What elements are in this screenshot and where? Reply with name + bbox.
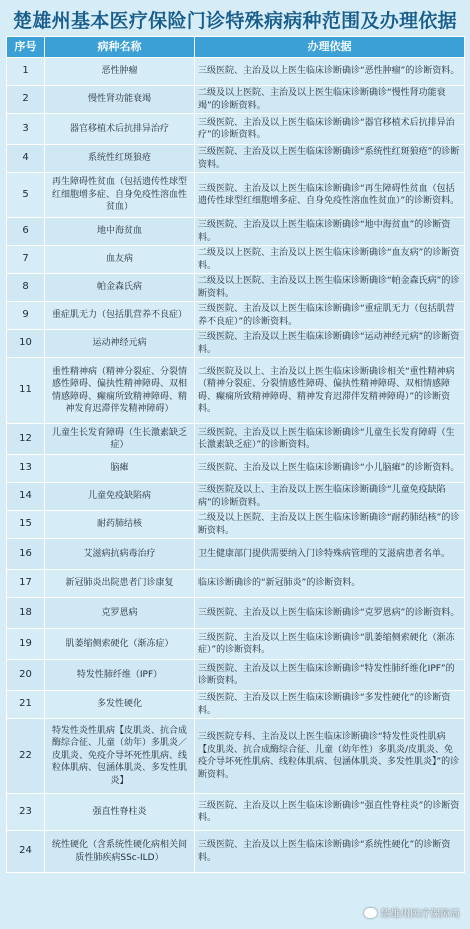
table-row	[7, 539, 465, 570]
disease-name: 耐药肺结核	[45, 511, 195, 539]
table-row	[7, 598, 465, 629]
row-number: 3	[7, 114, 45, 145]
disease-name: 脑瘫	[45, 455, 195, 483]
disease-name: 帕金森氏病	[45, 274, 195, 302]
table-row	[7, 114, 465, 145]
row-number: 20	[7, 660, 45, 691]
disease-name: 血友病	[45, 246, 195, 274]
table-row	[7, 831, 465, 873]
disease-name: 多发性硬化	[45, 691, 195, 719]
table-row	[7, 511, 465, 539]
row-number: 18	[7, 598, 45, 629]
handling-basis: 二级及以上医院、主治及以上医生临床诊断确诊“耐药肺结核”的诊断资料。	[195, 511, 465, 539]
table-row	[7, 483, 465, 511]
handling-basis: 三级医院、主治及以上医生临床诊断确诊“运动神经元病”的诊断资料。	[195, 330, 465, 358]
handling-basis: 三级医院专科、主治及以上医生临床诊断确诊“特发性炎性肌病【皮肌炎、抗合成酶综合征、儿童（幼年性）多肌炎/皮肌炎、免疫介导坏死性肌病、线粒体肌病、包涵体肌炎、多发性肌炎】”的诊断资料。	[195, 719, 465, 794]
row-number: 2	[7, 86, 45, 114]
disease-name: 艾滋病抗病毒治疗	[45, 539, 195, 570]
handling-basis: 三级医院、主治及以上医生临床诊断确诊“器官移植术后抗排异治疗”的诊断资料。	[195, 114, 465, 145]
page-title: 楚雄州基本医疗保险门诊特殊病病种范围及办理依据	[13, 10, 457, 32]
table-row	[7, 794, 465, 831]
table-header-row	[7, 37, 465, 58]
row-number: 15	[7, 511, 45, 539]
table-row	[7, 173, 465, 218]
table-row	[7, 58, 465, 86]
row-number: 23	[7, 794, 45, 831]
table-row	[7, 246, 465, 274]
row-number: 13	[7, 455, 45, 483]
table-row	[7, 660, 465, 691]
handling-basis: 三级医院、主治及以上医生临床诊断确诊“强直性脊柱炎”的诊断资料。	[195, 794, 465, 831]
row-number: 11	[7, 358, 45, 424]
disease-name: 强直性脊柱炎	[45, 794, 195, 831]
disease-table	[6, 36, 465, 873]
row-number: 5	[7, 173, 45, 218]
disease-name: 重症肌无力（包括肌营养不良症）	[45, 302, 195, 330]
table-row	[7, 570, 465, 598]
handling-basis: 三级医院、主治及以上医生临床诊断确诊“肌萎缩侧索硬化（渐冻症）”的诊断资料。	[195, 629, 465, 660]
handling-basis: 三级医院、主治及以上医生临床诊断确诊“系统性红斑狼疮”的诊断资料。	[195, 145, 465, 173]
watermark	[364, 905, 460, 920]
wechat-icon	[364, 908, 377, 918]
column-header-disease: 病种名称	[45, 37, 195, 58]
handling-basis: 二级医院及以上、主治及以上医生临床诊断确诊相关“重性精神病（精神分裂症、分裂情感性障碍、偏执性精神障碍、双相情感障碍、癫痫所致精神障碍、精神发育迟滞伴发精神障碍）”的诊断资料。	[195, 358, 465, 424]
column-header-basis: 办理依据	[195, 37, 465, 58]
handling-basis: 三级医院、主治及以上医生临床诊断确诊“多发性硬化”的诊断资料。	[195, 691, 465, 719]
table-row	[7, 358, 465, 424]
row-number: 24	[7, 831, 45, 873]
watermark-text: 楚雄州医疗保障局	[380, 909, 460, 920]
table-row	[7, 455, 465, 483]
handling-basis: 三级医院、主治及以上医生临床诊断确诊“恶性肿瘤”的诊断资料。	[195, 58, 465, 86]
handling-basis: 三级医院、主治及以上医生临床诊断确诊“克罗恩病”的诊断资料。	[195, 598, 465, 629]
row-number: 8	[7, 274, 45, 302]
row-number: 1	[7, 58, 45, 86]
disease-name: 器官移植术后抗排异治疗	[45, 114, 195, 145]
row-number: 12	[7, 424, 45, 455]
disease-name: 特发性肺纤维（IPF）	[45, 660, 195, 691]
disease-name: 特发性炎性肌病【皮肌炎、抗合成酶综合征、儿童（幼年）多肌炎／皮肌炎、免疫介导坏死性肌病、线粒体肌病、包涵体肌炎、多发性肌炎】	[45, 719, 195, 794]
row-number: 6	[7, 218, 45, 246]
handling-basis: 三级医院、主治及以上医生临床诊断确诊“再生障碍性贫血（包括遗传性球型红细胞增多症、自身免疫性溶血性贫血）”的诊断资料。	[195, 173, 465, 218]
table-row	[7, 86, 465, 114]
row-number: 19	[7, 629, 45, 660]
handling-basis: 二级及以上医院、主治及以上医生临床诊断确诊“慢性肾功能衰竭”的诊断资料。	[195, 86, 465, 114]
row-number: 10	[7, 330, 45, 358]
table-row	[7, 330, 465, 358]
disease-name: 运动神经元病	[45, 330, 195, 358]
disease-name: 地中海贫血	[45, 218, 195, 246]
table-row	[7, 302, 465, 330]
row-number: 16	[7, 539, 45, 570]
disease-name: 再生障碍性贫血（包括遗传性球型红细胞增多症、自身免疫性溶血性贫血）	[45, 173, 195, 218]
handling-basis: 二级及以上医院、主治及以上医生临床诊断确诊“血友病”的诊断资料。	[195, 246, 465, 274]
table-row	[7, 274, 465, 302]
handling-basis: 三级医院、主治及以上医生临床诊断确诊“特发性肺纤维化IPF”的诊断资料。	[195, 660, 465, 691]
row-number: 21	[7, 691, 45, 719]
row-number: 9	[7, 302, 45, 330]
row-number: 17	[7, 570, 45, 598]
table-row	[7, 629, 465, 660]
disease-name: 肌萎缩侧索硬化（渐冻症）	[45, 629, 195, 660]
column-header-number: 序号	[7, 37, 45, 58]
disease-name: 儿童免疫缺陷病	[45, 483, 195, 511]
row-number: 14	[7, 483, 45, 511]
table-row	[7, 719, 465, 794]
handling-basis: 三级医院、主治及以上医生临床诊断确诊“地中海贫血”的诊断资料。	[195, 218, 465, 246]
disease-name: 重性精神病（精神分裂症、分裂情感性障碍、偏执性精神障碍、双相情感障碍、癫痫所致精神障碍、精神发育迟滞伴发精神障碍）	[45, 358, 195, 424]
handling-basis: 卫生健康部门提供需要纳入门诊特殊病管理的艾滋病患者名单。	[195, 539, 465, 570]
disease-name: 系统性红斑狼疮	[45, 145, 195, 173]
handling-basis: 三级医院、主治及以上医生临床诊断确诊“儿童生长发育障碍（生长激素缺乏症）”的诊断资料。	[195, 424, 465, 455]
handling-basis: 三级医院、主治及以上医生临床诊断确诊“系统性硬化”的诊断资料。	[195, 831, 465, 873]
disease-name: 统性硬化（含系统性硬化病相关间质性肺疾病SSc-ILD）	[45, 831, 195, 873]
disease-name: 慢性肾功能衰竭	[45, 86, 195, 114]
handling-basis: 三级医院、主治及以上医生临床诊断确诊“重症肌无力（包括肌营养不良症）”的诊断资料。	[195, 302, 465, 330]
table-row	[7, 424, 465, 455]
table-row	[7, 145, 465, 173]
disease-name: 儿童生长发育障碍（生长激素缺乏症）	[45, 424, 195, 455]
handling-basis: 三级医院、主治及以上医生临床诊断确诊“小儿脑瘫”的诊断资料。	[195, 455, 465, 483]
table-row	[7, 691, 465, 719]
disease-name: 恶性肿瘤	[45, 58, 195, 86]
row-number: 4	[7, 145, 45, 173]
disease-name: 新冠肺炎出院患者门诊康复	[45, 570, 195, 598]
table-row	[7, 218, 465, 246]
handling-basis: 临床诊断确诊的“新冠肺炎”的诊断资料。	[195, 570, 465, 598]
handling-basis: 三级医院及以上、主治及以上医生临床诊断确诊“儿童免疫缺陷病”的诊断资料。	[195, 483, 465, 511]
row-number: 22	[7, 719, 45, 794]
handling-basis: 二级及以上医院、主治及以上医生临床诊断确诊“帕金森氏病”的诊断资料。	[195, 274, 465, 302]
disease-name: 克罗恩病	[45, 598, 195, 629]
row-number: 7	[7, 246, 45, 274]
